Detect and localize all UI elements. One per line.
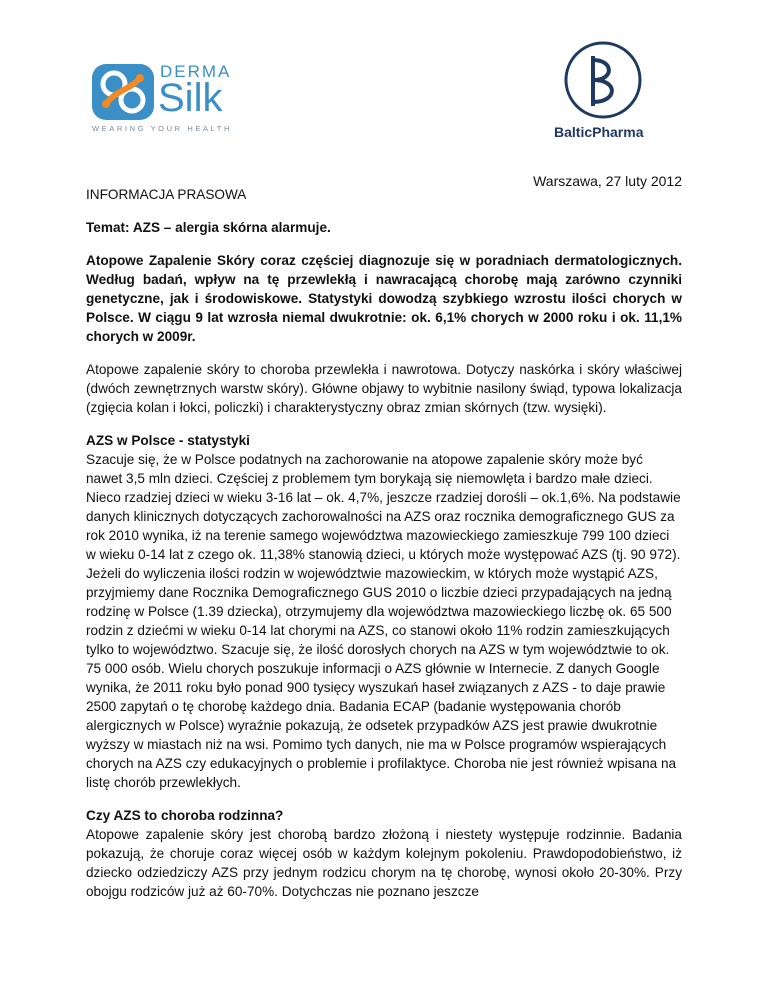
press-release-body xyxy=(86,185,682,915)
press-release-label: INFORMACJA PRASOWA xyxy=(86,187,247,202)
section-heading-statistics: AZS w Polsce - statystyki xyxy=(86,433,250,448)
balticpharma-logo xyxy=(548,40,658,148)
lead-paragraph: Atopowe Zapalenie Skóry coraz częściej diagnozuje się w poradniach dermatologicznych. Według badań, wpływ na tę przewlekłą i nawracającą chorobę mają zarówno czynniki genetyczne, jak i środowiskowe. Statystyki dowodzą szybkiego wzrostu ilości chorych w Polsce. W ciągu 9 lat wzrosła niemal dwukrotnie: ok. 6,1% chorych w 2000 roku i ok. 11,1% chorych w 2009r. xyxy=(86,253,682,344)
balticpharma-logo-mark xyxy=(548,40,658,130)
dermasilk-logo-line1: DERMA xyxy=(160,62,232,81)
family-paragraph: Atopowe zapalenie skóry jest chorobą bardzo złożoną i niestety występuje rodzinnie. Badania pokazują, że choruje coraz więcej osób w każdym kolejnym pokoleniu. Prawdopodobieństwo, iż dziecko odziedziczy AZS przy jednym rodzicu chorym na tę chorobę, wynosi około 20-30%. Przy obojgu rodziców już aż 60-70%. Dotychczas nie poznano jeszcze xyxy=(86,827,682,899)
press-release-subject: Temat: AZS – alergia skórna alarmuje. xyxy=(86,220,331,235)
section-heading-family: Czy AZS to choroba rodzinna? xyxy=(86,808,284,823)
press-release-date: Warszawa, 27 luty 2012 xyxy=(533,173,682,189)
balticpharma-logo-name: BalticPharma xyxy=(554,124,644,140)
dermasilk-logo-tagline: WEARING YOUR HEALTH xyxy=(92,124,232,133)
dermasilk-logo-line2: Silk xyxy=(158,76,223,120)
dermasilk-logo xyxy=(92,60,232,136)
intro-paragraph: Atopowe zapalenie skóry to choroba przewlekła i nawrotowa. Dotyczy naskórka i skóry właściwej (dwóch zewnętrznych warstw skóry). Główne objawy to wybitnie nasilony świąd, typowa lokalizacja (zgięcia kolan i łokci, policzki) i charakterystyczny obraz zmian skórnych (tzw. wysięki). xyxy=(86,362,682,415)
statistics-paragraph: Szacuje się, że w Polsce podatnych na zachorowanie na atopowe zapalenie skóry może być nawet 3,5 mln dzieci. Częściej z problemem tym borykają się niemowlęta i bardzo małe dzieci. Nieco rzadziej dzieci w wieku 3-16 lat – ok. 4,7%, jeszcze rzadziej dorośli – ok.1,6%. Na podstawie danych klinicznych dotyczących zachorowalności na AZS oraz rocznika demograficznego GUS za rok 2010 wynika, iż na terenie samego województwa mazowieckiego zamieszkuje 799 100 dzieci w wieku 0-14 lat z czego ok. 11,38% stanowią dzieci, u których może występować AZS (tj. 90 972). Jeżeli do wyliczenia ilości rodzin w województwie mazowieckim, w których może wystąpić AZS, przyjmiemy dane Rocznika Demograficznego GUS 2010 o liczbie dzieci przypadających na jedną rodzinę w Polsce (1.39 dziecka), otrzymujemy dla województwa mazowieckiego liczbę ok. 65 500 rodzin z dziećmi w wieku 0-14 lat chorymi na AZS, co stanowi około 11% rodzin zamieszkujących tylko to województwo. Szacuje się, że ilość dorosłych chorych na AZS w tym województwie to ok. 75 000 osób. Wielu chorych poszukuje informacji o AZS głównie w Internecie. Z danych Google wynika, że 2011 roku było ponad 900 tysięcy wyszukań haseł związanych z AZS - to daje prawie 2500 zapytań o tę chorobę każdego dnia. Badania ECAP (badanie występowania chorób alergicznych w Polsce) wyraźnie pokazują, że odsetek przypadków AZS jest prawie dwukrotnie wyższy w miastach niż na wsi. Pomimo tych danych, nie ma w Polsce programów wspierających chorych na AZS czy edukacyjnych o problemie i profilaktyce. Choroba nie jest również wpisana na listę chorób przewlekłych. xyxy=(86,452,681,790)
